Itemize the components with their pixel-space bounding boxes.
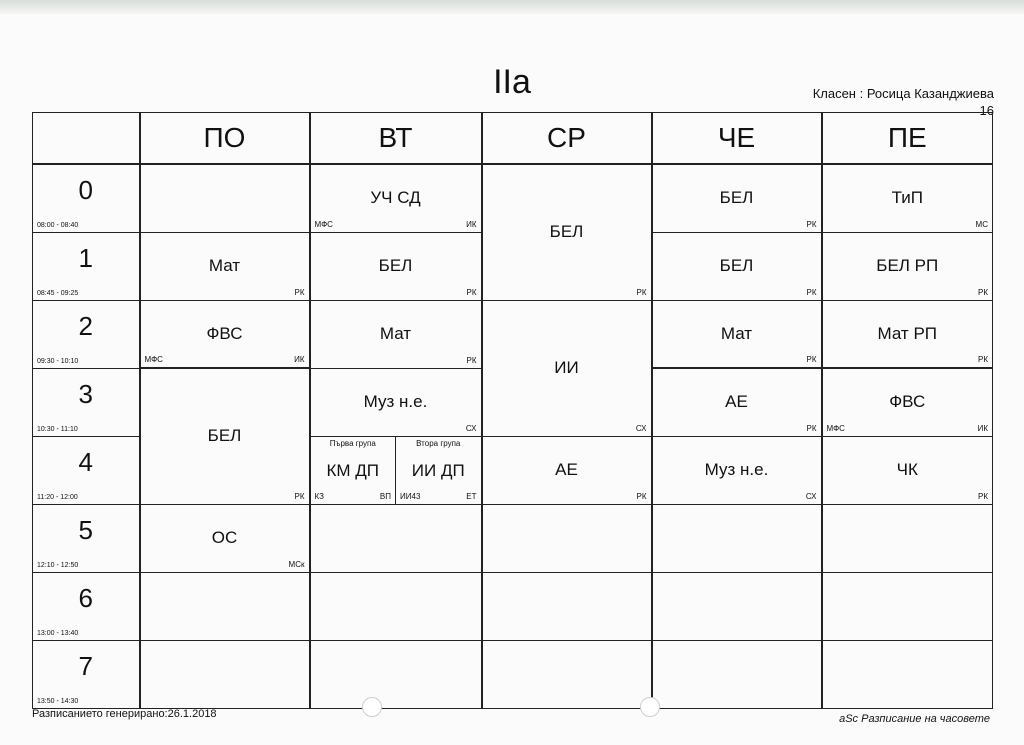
lesson-cell-empty xyxy=(482,504,652,572)
day-header-row xyxy=(33,113,993,165)
room-code: РК xyxy=(806,287,817,297)
lesson-cell xyxy=(822,164,993,232)
room-code: МС xyxy=(975,219,988,229)
software-credit: aSc Разписание на часовете xyxy=(839,713,990,725)
subject: БЕЛ РП xyxy=(876,256,939,276)
period-time: 08:00 - 08:40 xyxy=(37,221,79,229)
lesson-cell-split xyxy=(310,436,482,504)
period-number: 1 xyxy=(78,242,93,273)
lesson-cell-empty xyxy=(652,640,822,708)
subject: КМ ДП xyxy=(326,460,380,480)
period-number: 5 xyxy=(78,514,93,545)
subject: ФВС xyxy=(206,323,243,343)
period-cell xyxy=(33,232,140,300)
room-code: СХ xyxy=(635,423,647,433)
period-number: 2 xyxy=(78,310,93,341)
period-time: 13:50 - 14:30 xyxy=(37,698,79,705)
group-two xyxy=(395,437,481,504)
lesson-cell-empty xyxy=(822,572,993,640)
group-one xyxy=(311,437,396,504)
lesson-cell xyxy=(652,232,822,300)
room-code: РК xyxy=(636,287,647,297)
period-cell xyxy=(33,300,140,368)
period-number: 6 xyxy=(78,582,93,613)
lesson-cell-empty xyxy=(822,640,993,708)
room-code: РК xyxy=(806,423,817,433)
period-time: 08:45 - 09:25 xyxy=(37,289,79,297)
subject: ОС xyxy=(211,528,238,548)
lesson-cell xyxy=(310,368,482,436)
day-tue: ВТ xyxy=(310,113,482,165)
lesson-cell xyxy=(822,436,993,504)
subject: БЕЛ xyxy=(719,256,754,276)
room-code: РК xyxy=(294,491,305,501)
subject: Мат xyxy=(720,323,753,343)
lesson-cell-empty xyxy=(822,504,993,572)
room-code: РК xyxy=(466,355,477,365)
teacher-code: КЗ xyxy=(314,491,324,501)
period-time: 13:00 - 13:40 xyxy=(37,629,79,637)
period-time: 09:30 - 10:10 xyxy=(37,357,79,365)
room-code: РК xyxy=(978,491,988,501)
period-cell xyxy=(33,436,140,504)
group-label: Първа група xyxy=(329,438,376,448)
lesson-cell xyxy=(652,436,822,504)
period-cell xyxy=(33,640,140,708)
punch-hole xyxy=(640,697,660,717)
subject: АЕ xyxy=(555,460,578,480)
period-time: 10:30 - 11:10 xyxy=(37,425,78,433)
subject: Муз н.е. xyxy=(363,392,428,412)
lesson-cell-empty xyxy=(652,504,822,572)
lesson-cell-empty xyxy=(310,640,482,708)
subject: ИИ ДП xyxy=(411,460,465,480)
period-cell xyxy=(33,572,140,640)
period-number: 3 xyxy=(78,378,93,409)
lesson-cell xyxy=(310,164,482,232)
class-teacher: Класен : Росица Казанджиева xyxy=(812,86,994,101)
teacher-code: МФС xyxy=(144,355,163,365)
lesson-cell xyxy=(822,232,993,300)
lesson-cell-empty xyxy=(310,504,482,572)
subject: ИИ xyxy=(554,358,579,378)
teacher-code: ИИ43 xyxy=(400,491,421,501)
lesson-cell xyxy=(482,436,652,504)
period-number: 0 xyxy=(78,175,93,206)
lesson-cell xyxy=(822,300,993,368)
day-fri: ПЕ xyxy=(822,113,993,165)
room-code: ВП xyxy=(379,491,391,501)
lesson-cell xyxy=(140,368,310,504)
teacher-code: МФС xyxy=(826,423,845,433)
lesson-cell-empty xyxy=(140,164,310,232)
lesson-cell-empty xyxy=(482,640,652,708)
room-code: РК xyxy=(636,491,647,501)
period-row xyxy=(33,300,993,368)
generated-date: Разписанието генерирано:26.1.2018 xyxy=(32,708,217,720)
day-mon: ПО xyxy=(140,113,310,165)
lesson-cell-empty xyxy=(310,572,482,640)
subject: БЕЛ xyxy=(719,188,754,208)
subject: УЧ СД xyxy=(370,188,421,208)
lesson-cell xyxy=(140,504,310,572)
lesson-cell-empty xyxy=(482,572,652,640)
lesson-cell-empty xyxy=(140,572,310,640)
subject: БЕЛ xyxy=(378,256,413,276)
period-row xyxy=(33,504,993,572)
room-code: ИК xyxy=(466,219,477,229)
period-number: 4 xyxy=(78,446,93,477)
subject: Мат xyxy=(208,256,241,276)
group-label: Втора група xyxy=(416,438,461,448)
period-number: 7 xyxy=(78,650,93,681)
subject: Муз н.е. xyxy=(704,460,769,480)
room-code: РК xyxy=(978,355,988,365)
lesson-cell xyxy=(310,300,482,368)
room-code: РК xyxy=(806,219,817,229)
lesson-cell xyxy=(652,164,822,232)
lesson-cell xyxy=(482,164,652,300)
lesson-cell xyxy=(652,368,822,436)
day-thu: ЧЕ xyxy=(652,113,822,165)
period-row xyxy=(33,572,993,640)
period-cell xyxy=(33,368,140,436)
room-code: ИК xyxy=(977,423,988,433)
teacher-code: МФС xyxy=(314,219,333,229)
room-code: ЕТ xyxy=(466,491,477,501)
punch-hole xyxy=(362,697,382,717)
group-split xyxy=(311,437,481,504)
timetable xyxy=(32,112,993,709)
day-wed: СР xyxy=(482,113,652,165)
period-time: 11:20 - 12:00 xyxy=(37,493,78,501)
period-row xyxy=(33,164,993,232)
subject: АЕ xyxy=(725,392,748,412)
period-cell xyxy=(33,164,140,232)
room-code: РК xyxy=(978,287,988,297)
room-code: ИК xyxy=(294,355,305,365)
subject: ФВС xyxy=(889,392,926,412)
subject: ЧК xyxy=(896,460,918,480)
lesson-cell-empty xyxy=(652,572,822,640)
room-number: 16 xyxy=(979,103,994,118)
scan-edge xyxy=(0,0,1024,14)
room-code: СХ xyxy=(465,423,477,433)
lesson-cell xyxy=(482,300,652,436)
period-row xyxy=(33,640,993,708)
subject: Мат РП xyxy=(877,323,937,343)
subject: БЕЛ xyxy=(207,426,242,446)
page-title: IIa xyxy=(493,63,531,101)
room-code: РК xyxy=(806,355,817,365)
lesson-cell xyxy=(310,232,482,300)
lesson-cell xyxy=(140,300,310,368)
corner-cell xyxy=(33,113,140,165)
room-code: РК xyxy=(466,287,477,297)
period-time: 12:10 - 12:50 xyxy=(37,561,79,569)
subject: БЕЛ xyxy=(549,222,584,242)
room-code: МСк xyxy=(288,559,305,569)
room-code: РК xyxy=(294,287,305,297)
lesson-cell xyxy=(652,300,822,368)
lesson-cell xyxy=(140,232,310,300)
subject: ТиП xyxy=(891,188,923,208)
room-code: СХ xyxy=(805,491,817,501)
lesson-cell xyxy=(822,368,993,436)
lesson-cell-empty xyxy=(140,640,310,708)
period-cell xyxy=(33,504,140,572)
subject: Мат xyxy=(379,324,412,344)
